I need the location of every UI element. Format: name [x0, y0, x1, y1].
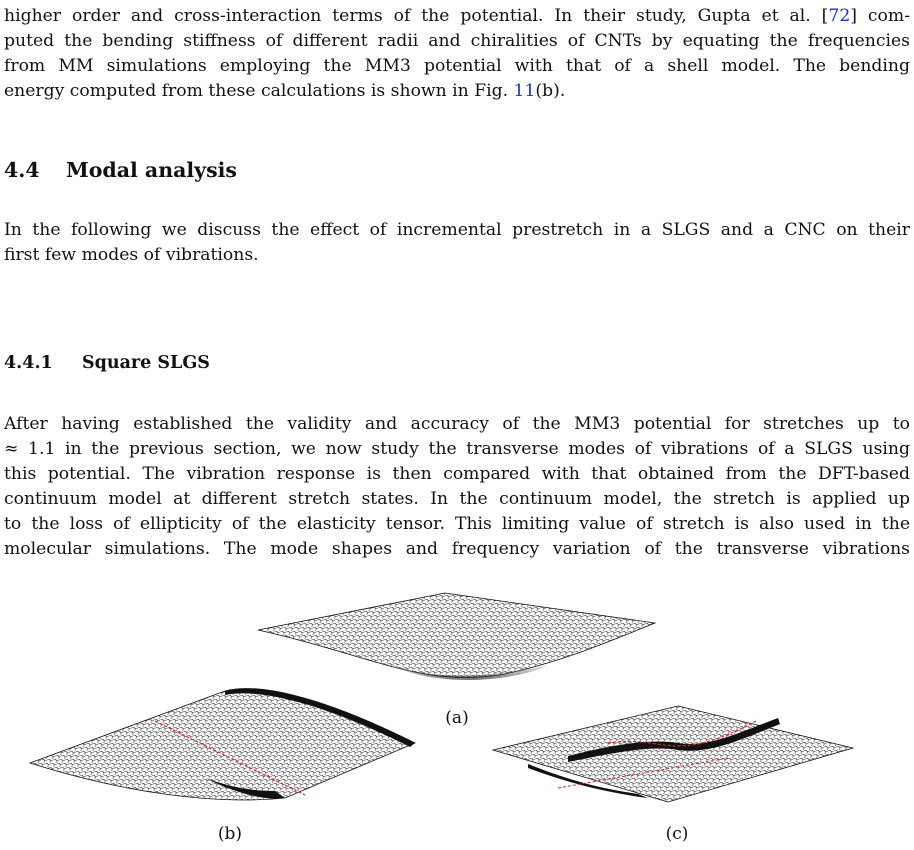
text-line: After having established the validity and accuracy of the MM3 potential for stretches up to [4, 414, 910, 434]
graphene-sheet [493, 706, 853, 802]
text-line: ≈ 1.1 in the previous section, we now study the transverse modes of vibrations of a SLGS using [4, 439, 910, 459]
mode-shape-c [488, 698, 863, 808]
section-title: Modal analysis [66, 158, 237, 182]
section-paragraph [4, 218, 910, 268]
text-line: higher order and cross-interaction terms of the potential. In their study, Gupta et al. [72] com- [4, 6, 911, 26]
text-line: first few modes of vibrations. [4, 245, 259, 265]
figure-link[interactable]: 11 [513, 81, 536, 101]
intro-paragraph [4, 4, 910, 104]
subsection-paragraph [4, 412, 910, 562]
subsection-heading [4, 353, 210, 373]
figure-caption-b: (b) [217, 824, 243, 844]
section-number: 4.4 [4, 158, 40, 182]
text-line: In the following we discuss the effect of incremental prestretch in a SLGS and a CNC on their [4, 220, 910, 240]
mode-shape-a [250, 583, 680, 693]
subsection-title: Square SLGS [82, 353, 210, 373]
text-line: continuum model at different stretch states. In the continuum model, the stretch is applied up [4, 489, 910, 509]
section-heading [4, 158, 237, 182]
text-line: molecular simulations. The mode shapes and frequency variation of the transverse vibrations [4, 539, 910, 559]
graphene-sheet [258, 593, 655, 678]
text-line: to the loss of ellipticity of the elasticity tensor. This limiting value of stretch is also used in the [4, 514, 910, 534]
figure-caption-a: (a) [445, 708, 469, 728]
citation-link[interactable]: 72 [828, 6, 851, 26]
text-line: energy computed from these calculations is shown in Fig. 11(b). [4, 81, 566, 101]
text-line: puted the bending stiffness of different radii and chiralities of CNTs by equating the frequencies [4, 31, 910, 51]
figure-caption-c: (c) [665, 824, 689, 844]
graphene-sheet [30, 689, 415, 800]
mode-shape-b [15, 683, 430, 808]
text-line: this potential. The vibration response is then compared with that obtained from the DFT-based [4, 464, 910, 484]
text-line: from MM simulations employing the MM3 potential with that of a shell model. The bending [4, 56, 910, 76]
subsection-number: 4.4.1 [4, 353, 53, 373]
